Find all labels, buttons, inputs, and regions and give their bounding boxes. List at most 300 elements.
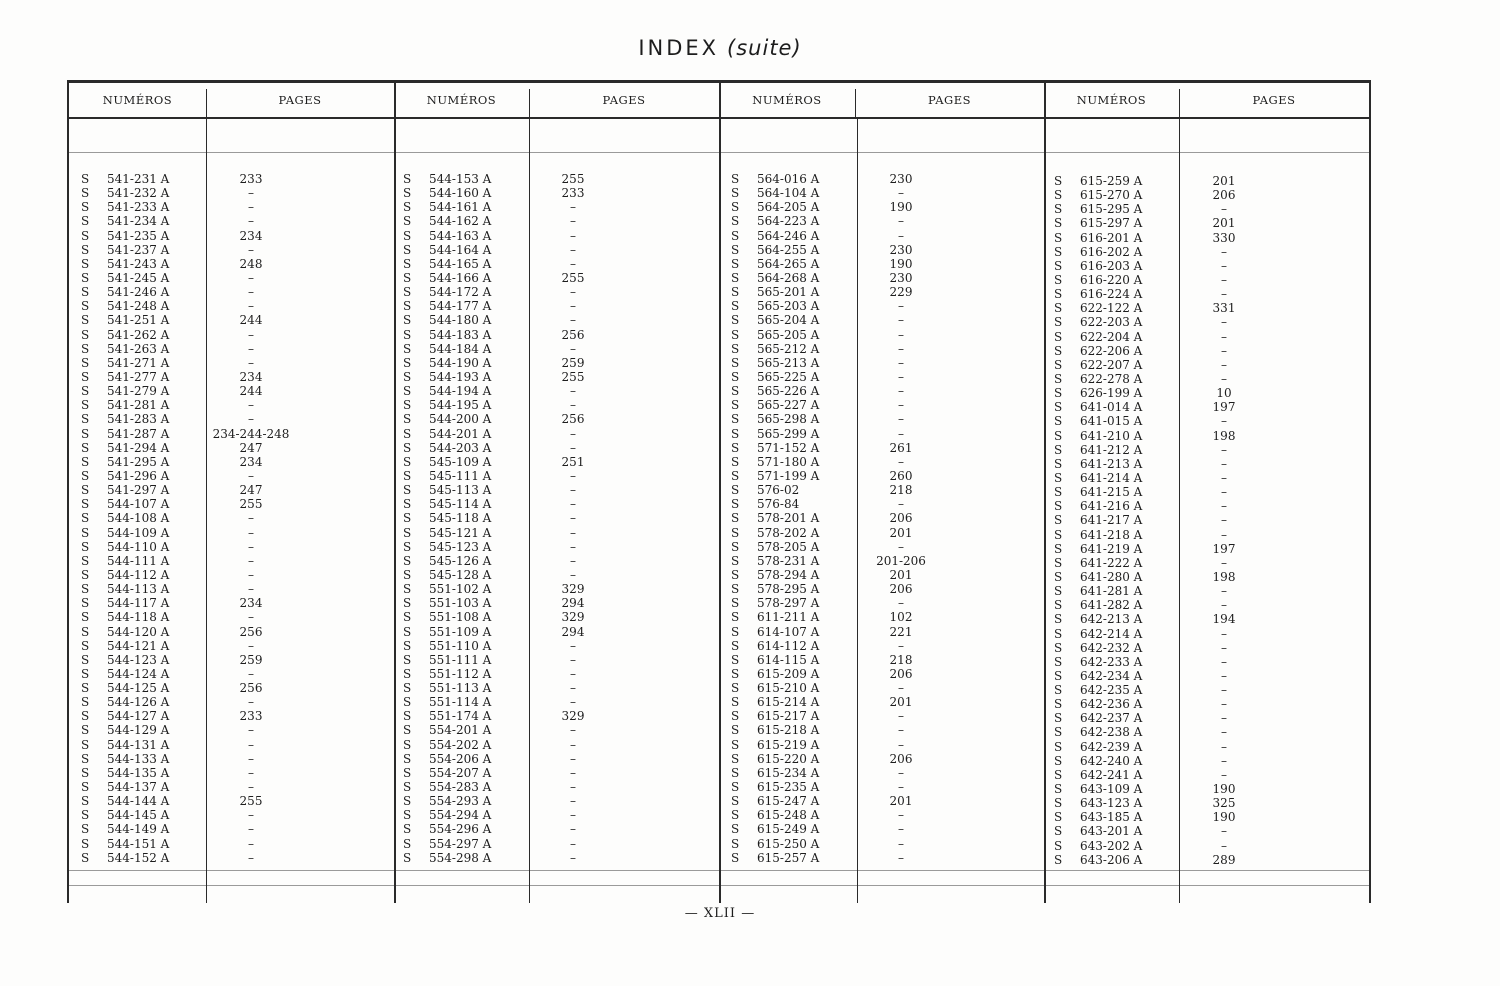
page-reference: –	[248, 539, 254, 554]
page-reference: –	[898, 822, 904, 837]
index-row	[731, 455, 1031, 469]
page-reference: 201-206	[876, 553, 926, 568]
series-letter: S	[403, 638, 412, 653]
page-reference: 233	[239, 172, 263, 186]
index-row	[731, 554, 1031, 568]
part-number: 641-014 A	[1080, 400, 1143, 415]
page-reference: –	[248, 242, 254, 257]
page-reference: –	[898, 681, 904, 696]
index-row	[1054, 202, 1354, 216]
index-row	[403, 427, 703, 441]
series-letter: S	[731, 652, 740, 667]
series-letter: S	[403, 751, 412, 766]
part-number: 614-112 A	[757, 638, 820, 653]
part-number: 544-195 A	[429, 398, 492, 413]
page-reference: –	[248, 214, 254, 229]
part-number: 544-111 A	[107, 553, 170, 568]
index-row	[81, 554, 381, 568]
part-number: 578-294 A	[757, 567, 820, 582]
page-reference: –	[570, 525, 576, 540]
title-text: INDEX	[638, 36, 720, 60]
index-row	[731, 837, 1031, 851]
part-number: 564-104 A	[757, 186, 820, 201]
series-letter: S	[81, 737, 90, 752]
part-number: 541-294 A	[107, 440, 170, 455]
page-reference: 260	[889, 468, 913, 483]
series-letter: S	[1054, 287, 1063, 302]
series-letter: S	[731, 681, 740, 696]
part-number: 551-112 A	[429, 666, 492, 681]
index-row	[403, 328, 703, 342]
part-number: 578-205 A	[757, 539, 820, 554]
series-letter: S	[81, 214, 90, 229]
index-row	[81, 568, 381, 582]
part-number: 544-118 A	[107, 610, 170, 625]
series-letter: S	[403, 440, 412, 455]
page-reference: –	[1221, 697, 1227, 712]
part-number: 544-137 A	[107, 780, 170, 795]
index-row	[1054, 457, 1354, 471]
page-reference: –	[570, 723, 576, 738]
series-letter: S	[1054, 174, 1063, 188]
part-number: 615-248 A	[757, 808, 820, 823]
series-letter: S	[731, 553, 740, 568]
index-row	[403, 384, 703, 398]
part-number: 641-282 A	[1080, 598, 1143, 613]
part-number: 544-117 A	[107, 596, 170, 611]
page-reference: 190	[889, 200, 913, 215]
part-number: 544-183 A	[429, 327, 492, 342]
series-letter: S	[1054, 796, 1063, 811]
page-reference: –	[898, 850, 904, 865]
index-row	[81, 723, 381, 737]
index-row	[403, 200, 703, 214]
part-number: 615-218 A	[757, 723, 820, 738]
index-row	[403, 667, 703, 681]
index-row	[403, 356, 703, 370]
page-reference: –	[1221, 357, 1227, 372]
part-number: 541-233 A	[107, 200, 170, 215]
page-reference: –	[1221, 414, 1227, 429]
series-letter: S	[731, 610, 740, 625]
part-number: 616-202 A	[1080, 244, 1143, 259]
part-number: 641-219 A	[1080, 541, 1143, 556]
index-row	[81, 540, 381, 554]
page-reference: –	[570, 681, 576, 696]
page-reference: 256	[561, 412, 585, 427]
series-letter: S	[731, 596, 740, 611]
index-row	[81, 214, 381, 228]
series-letter: S	[731, 313, 740, 328]
series-letter: S	[403, 596, 412, 611]
page-reference: –	[1221, 584, 1227, 599]
page-reference: –	[898, 638, 904, 653]
series-letter: S	[1054, 852, 1063, 867]
series-letter: S	[81, 596, 90, 611]
series-letter: S	[403, 313, 412, 328]
part-number: 541-231 A	[107, 172, 170, 186]
page-reference: –	[570, 256, 576, 271]
page-reference: –	[248, 511, 254, 526]
part-number: 642-240 A	[1080, 753, 1143, 768]
index-row	[81, 412, 381, 426]
page-reference: –	[1221, 442, 1227, 457]
index-row	[403, 511, 703, 525]
page-reference: –	[570, 751, 576, 766]
series-letter: S	[403, 242, 412, 257]
series-letter: S	[81, 313, 90, 328]
page-reference: –	[1221, 725, 1227, 740]
series-letter: S	[1054, 739, 1063, 754]
index-row	[81, 257, 381, 271]
page-reference: –	[898, 426, 904, 441]
part-number: 541-281 A	[107, 398, 170, 413]
part-number: 554-202 A	[429, 737, 492, 752]
index-row	[403, 596, 703, 610]
page-reference: –	[570, 794, 576, 809]
index-row	[731, 271, 1031, 285]
part-number: 615-249 A	[757, 822, 820, 837]
series-letter: S	[81, 369, 90, 384]
part-number: 544-162 A	[429, 214, 492, 229]
index-row	[1054, 429, 1354, 443]
page-reference: –	[570, 440, 576, 455]
part-number: 545-118 A	[429, 511, 492, 526]
part-number: 564-255 A	[757, 242, 820, 257]
part-number: 544-172 A	[429, 285, 492, 300]
page-reference: –	[1221, 371, 1227, 386]
page-reference: –	[248, 468, 254, 483]
index-row	[731, 497, 1031, 511]
index-row	[403, 625, 703, 639]
page-reference: –	[570, 285, 576, 300]
index-row	[81, 469, 381, 483]
part-number: 544-177 A	[429, 299, 492, 314]
part-number: 565-212 A	[757, 341, 820, 356]
index-row	[403, 723, 703, 737]
page-reference: –	[570, 567, 576, 582]
index-row	[1054, 754, 1354, 768]
index-row	[731, 752, 1031, 766]
header-pages-1: PAGES	[278, 93, 322, 107]
part-number: 611-211 A	[757, 610, 820, 625]
page-reference: –	[248, 751, 254, 766]
page-reference: 229	[889, 285, 913, 300]
page-reference: –	[248, 553, 254, 568]
page-reference: –	[570, 497, 576, 512]
part-number: 544-126 A	[107, 695, 170, 710]
index-row	[403, 681, 703, 695]
part-number: 551-102 A	[429, 582, 492, 597]
page-reference: –	[570, 695, 576, 710]
part-number: 544-166 A	[429, 270, 492, 285]
part-number: 541-263 A	[107, 341, 170, 356]
index-row	[81, 441, 381, 455]
part-number: 564-265 A	[757, 256, 820, 271]
page-reference: –	[1221, 640, 1227, 655]
page-reference: 190	[1212, 782, 1236, 797]
part-number: 578-297 A	[757, 596, 820, 611]
series-letter: S	[403, 285, 412, 300]
part-number: 544-110 A	[107, 539, 170, 554]
index-row	[403, 639, 703, 653]
part-number: 642-237 A	[1080, 711, 1143, 726]
page-reference: 206	[889, 511, 913, 526]
index-row	[1054, 641, 1354, 655]
index-row	[81, 582, 381, 596]
series-letter: S	[1054, 683, 1063, 698]
index-row	[403, 370, 703, 384]
page-reference: –	[248, 695, 254, 710]
part-number: 541-297 A	[107, 483, 170, 498]
index-row	[731, 398, 1031, 412]
index-row	[731, 328, 1031, 342]
page-reference: –	[898, 355, 904, 370]
index-row	[81, 370, 381, 384]
page-reference: –	[1221, 654, 1227, 669]
page-reference: –	[570, 539, 576, 554]
page-reference: –	[1221, 824, 1227, 839]
part-number: 544-145 A	[107, 808, 170, 823]
series-letter: S	[403, 454, 412, 469]
part-number: 615-297 A	[1080, 216, 1143, 231]
page-reference: –	[248, 567, 254, 582]
part-number: 544-184 A	[429, 341, 492, 356]
page-reference: –	[898, 723, 904, 738]
index-row	[403, 313, 703, 327]
page-reference: 329	[561, 582, 585, 597]
index-row	[731, 639, 1031, 653]
series-letter: S	[1054, 711, 1063, 726]
part-number: 551-174 A	[429, 709, 492, 724]
series-letter: S	[403, 765, 412, 780]
index-row	[403, 342, 703, 356]
part-number: 554-293 A	[429, 794, 492, 809]
part-number: 642-238 A	[1080, 725, 1143, 740]
index-row	[731, 200, 1031, 214]
page-reference: 234	[239, 369, 263, 384]
page-reference: –	[570, 299, 576, 314]
series-letter: S	[403, 412, 412, 427]
series-letter: S	[81, 398, 90, 413]
part-number: 551-114 A	[429, 695, 492, 710]
page-reference: 10	[1216, 386, 1232, 401]
part-number: 641-015 A	[1080, 414, 1143, 429]
series-letter: S	[81, 709, 90, 724]
index-row	[403, 808, 703, 822]
page-reference: 218	[889, 652, 913, 667]
part-number: 544-193 A	[429, 369, 492, 384]
page-reference: –	[898, 369, 904, 384]
index-row	[1054, 216, 1354, 230]
part-number: 541-232 A	[107, 186, 170, 201]
page-reference: 201	[889, 794, 913, 809]
series-letter: S	[731, 412, 740, 427]
series-letter: S	[1054, 767, 1063, 782]
page-reference: –	[1221, 527, 1227, 542]
series-letter: S	[731, 539, 740, 554]
part-number: 641-222 A	[1080, 555, 1143, 570]
series-letter: S	[403, 228, 412, 243]
index-row	[1054, 372, 1354, 386]
part-number: 554-206 A	[429, 751, 492, 766]
index-row	[731, 285, 1031, 299]
series-letter: S	[731, 638, 740, 653]
page-reference: –	[570, 553, 576, 568]
page-reference: –	[570, 765, 576, 780]
part-number: 545-111 A	[429, 468, 492, 483]
page-reference: –	[1221, 202, 1227, 217]
index-row	[731, 610, 1031, 624]
series-letter: S	[81, 850, 90, 865]
series-letter: S	[731, 751, 740, 766]
index-row	[731, 851, 1031, 865]
page-reference: –	[898, 808, 904, 823]
column-divider	[719, 83, 721, 903]
page-reference: 190	[889, 256, 913, 271]
part-number: 641-218 A	[1080, 527, 1143, 542]
series-letter: S	[1054, 301, 1063, 316]
page-reference: –	[570, 780, 576, 795]
page-reference: –	[1221, 258, 1227, 273]
page-reference: 247	[239, 440, 263, 455]
index-row	[81, 653, 381, 667]
part-number: 565-298 A	[757, 412, 820, 427]
series-letter: S	[81, 539, 90, 554]
part-number: 614-107 A	[757, 624, 820, 639]
page-reference: –	[570, 511, 576, 526]
index-row	[1054, 740, 1354, 754]
index-row	[81, 328, 381, 342]
part-number: 615-270 A	[1080, 188, 1143, 203]
index-row	[81, 243, 381, 257]
index-row	[403, 398, 703, 412]
index-row	[731, 384, 1031, 398]
series-letter: S	[403, 567, 412, 582]
series-letter: S	[731, 497, 740, 512]
page-reference: –	[570, 341, 576, 356]
page-reference: –	[570, 850, 576, 865]
index-row	[81, 271, 381, 285]
series-letter: S	[731, 525, 740, 540]
series-letter: S	[1054, 315, 1063, 330]
series-letter: S	[731, 822, 740, 837]
part-number: 615-210 A	[757, 681, 820, 696]
index-row	[403, 526, 703, 540]
index-row	[81, 229, 381, 243]
part-number: 564-268 A	[757, 270, 820, 285]
index-row	[403, 766, 703, 780]
page-reference: 244	[239, 313, 263, 328]
series-letter: S	[1054, 428, 1063, 443]
index-column-2	[403, 172, 703, 865]
page-reference: –	[570, 483, 576, 498]
page-reference: 230	[889, 270, 913, 285]
index-row	[81, 427, 381, 441]
series-letter: S	[403, 582, 412, 597]
part-number: 551-108 A	[429, 610, 492, 625]
page-reference: 218	[889, 483, 913, 498]
page-reference: –	[898, 412, 904, 427]
index-row	[81, 780, 381, 794]
page-reference: 201	[1212, 216, 1236, 231]
index-row	[731, 709, 1031, 723]
part-number: 554-207 A	[429, 765, 492, 780]
series-letter: S	[403, 553, 412, 568]
series-letter: S	[403, 256, 412, 271]
index-row	[403, 412, 703, 426]
part-number: 642-232 A	[1080, 640, 1143, 655]
series-letter: S	[403, 610, 412, 625]
page-reference: –	[898, 228, 904, 243]
header-numeros-3: NUMÉROS	[752, 93, 822, 107]
series-letter: S	[403, 327, 412, 342]
page-reference: 206	[889, 666, 913, 681]
index-row	[403, 653, 703, 667]
part-number: 615-259 A	[1080, 174, 1143, 188]
part-number: 641-216 A	[1080, 499, 1143, 514]
series-letter: S	[81, 553, 90, 568]
page-reference: 194	[1212, 612, 1236, 627]
series-letter: S	[81, 200, 90, 215]
index-row	[731, 412, 1031, 426]
series-letter: S	[403, 468, 412, 483]
page-reference: 289	[1212, 852, 1236, 867]
series-letter: S	[403, 426, 412, 441]
page-reference: 244	[239, 384, 263, 399]
index-row	[1054, 810, 1354, 824]
page-reference: –	[898, 398, 904, 413]
series-letter: S	[403, 355, 412, 370]
part-number: 565-205 A	[757, 327, 820, 342]
part-number: 554-283 A	[429, 780, 492, 795]
part-number: 565-213 A	[757, 355, 820, 370]
series-letter: S	[81, 822, 90, 837]
series-letter: S	[1054, 386, 1063, 401]
index-row	[81, 384, 381, 398]
page-reference: 198	[1212, 428, 1236, 443]
series-letter: S	[403, 172, 412, 186]
series-letter: S	[403, 270, 412, 285]
page-reference: 206	[889, 751, 913, 766]
index-row	[731, 299, 1031, 313]
part-number: 642-233 A	[1080, 654, 1143, 669]
index-row	[403, 483, 703, 497]
index-row	[1054, 627, 1354, 641]
index-row	[1054, 570, 1354, 584]
index-row	[731, 229, 1031, 243]
part-number: 616-201 A	[1080, 230, 1143, 245]
index-column-4	[1054, 174, 1354, 867]
page-reference: –	[248, 341, 254, 356]
part-number: 544-153 A	[429, 172, 492, 186]
page-reference: 294	[561, 596, 585, 611]
series-letter: S	[81, 256, 90, 271]
series-letter: S	[403, 186, 412, 201]
index-row	[731, 822, 1031, 836]
part-number: 571-180 A	[757, 454, 820, 469]
series-letter: S	[403, 737, 412, 752]
series-letter: S	[731, 242, 740, 257]
series-letter: S	[81, 384, 90, 399]
part-number: 576-02	[757, 483, 800, 498]
series-letter: S	[1054, 584, 1063, 599]
series-letter: S	[731, 695, 740, 710]
page-reference: 325	[1212, 796, 1236, 811]
part-number: 544-135 A	[107, 765, 170, 780]
page-reference: 201	[1212, 174, 1236, 188]
page-reference: 201	[889, 567, 913, 582]
